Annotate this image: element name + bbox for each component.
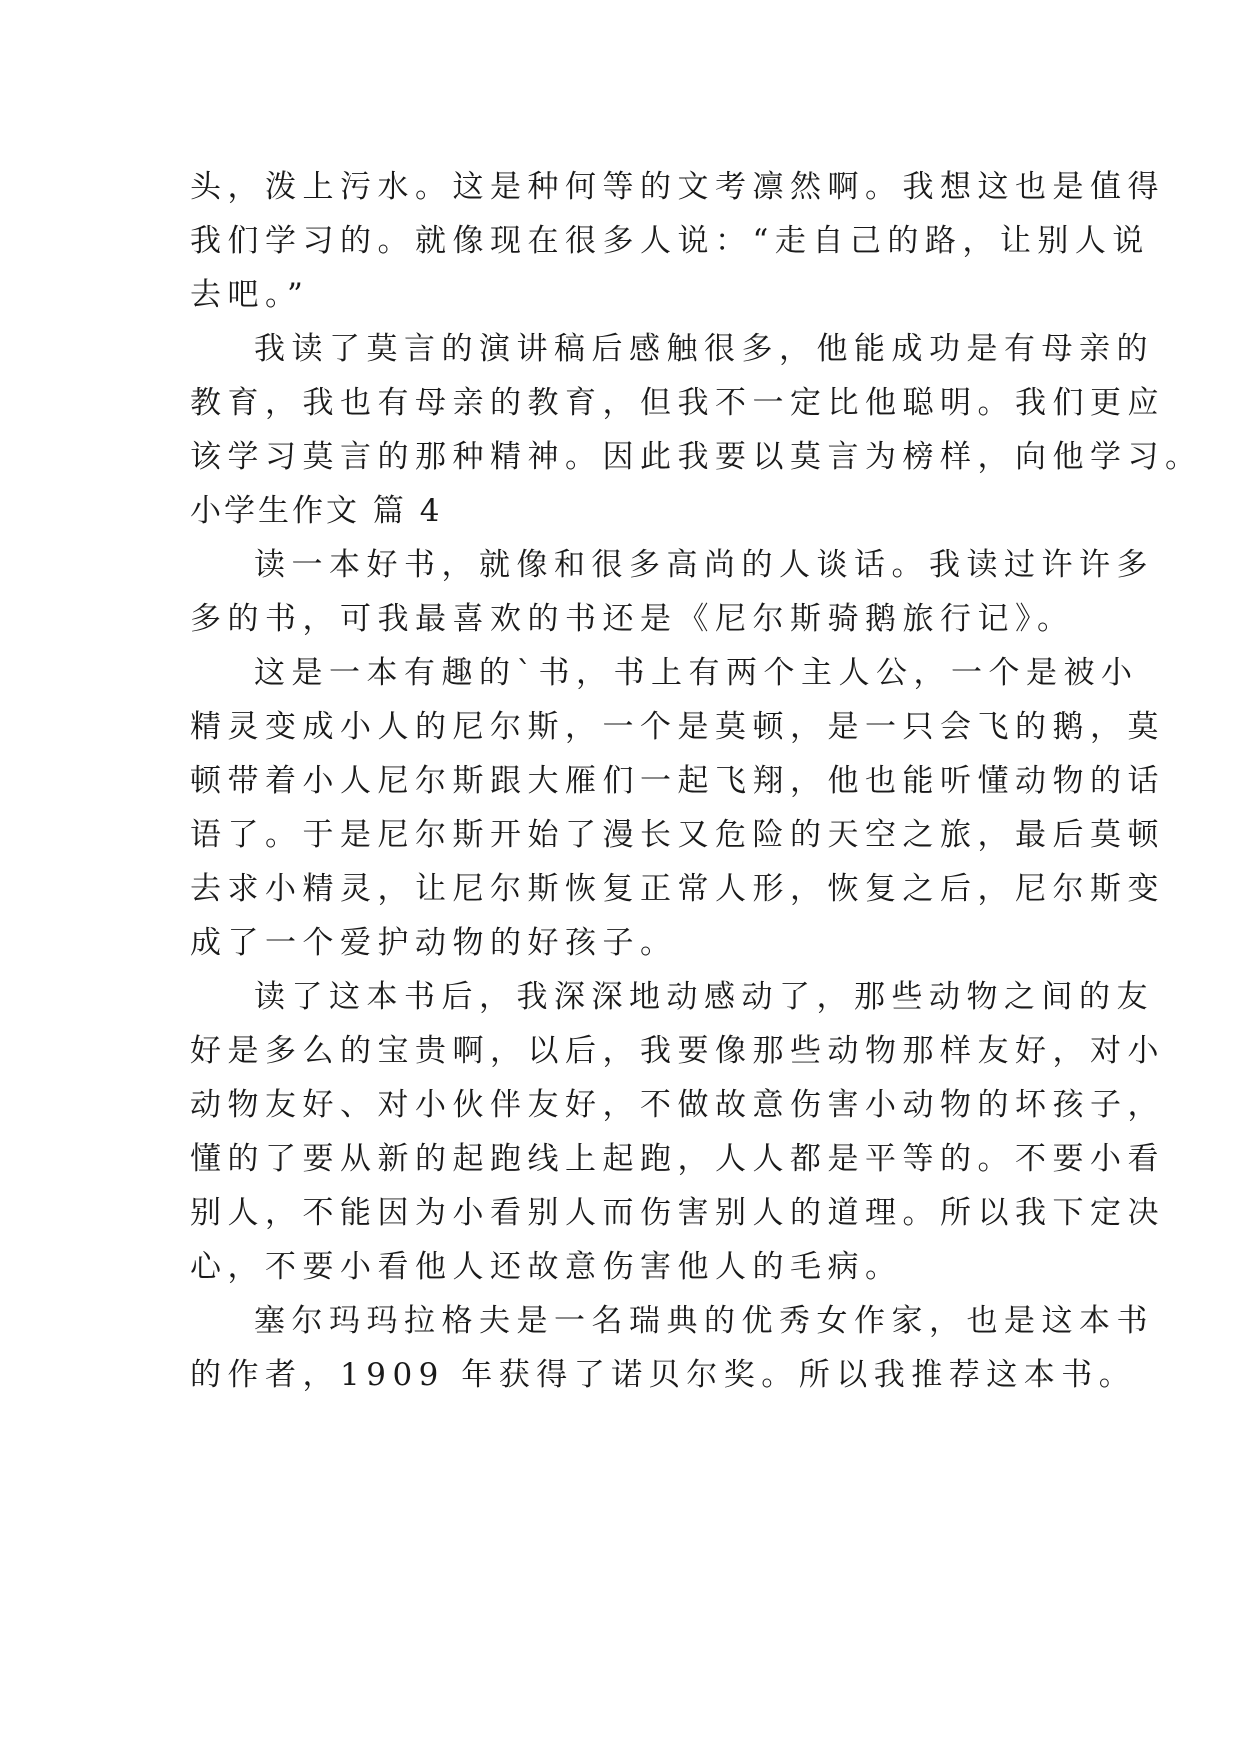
text-line: 头，泼上污水。这是种何等的文考凛然啊。我想这也是值得 (190, 169, 1165, 205)
text-line: 懂的了要从新的起跑线上起跑，人人都是平等的。不要小看 (190, 1141, 1165, 1177)
text-line: 读了这本书后，我深深地动感动了，那些动物之间的友 (254, 979, 1154, 1015)
text-line: 精灵变成小人的尼尔斯，一个是莫顿，是一只会飞的鹅，莫 (190, 709, 1165, 745)
text-line: 的作者，1909 年获得了诺贝尔奖。所以我推荐这本书。 (190, 1357, 1137, 1393)
text-line: 动物友好、对小伙伴友好，不做故意伤害小动物的坏孩子， (190, 1087, 1165, 1123)
document-body (190, 160, 1203, 1402)
text-line: 去吧。” (190, 277, 310, 313)
text-line: 我读了莫言的演讲稿后感触很多，他能成功是有母亲的 (254, 331, 1154, 367)
text-line: 该学习莫言的那种精神。因此我要以莫言为榜样，向他学习。 (190, 439, 1203, 475)
text-line: 成了一个爱护动物的好孩子。 (190, 925, 678, 961)
text-line: 心，不要小看他人还故意伤害他人的毛病。 (190, 1249, 903, 1285)
text-line: 我们学习的。就像现在很多人说：“走自己的路，让别人说 (190, 223, 1150, 259)
text-line: 多的书，可我最喜欢的书还是《尼尔斯骑鹅旅行记》。 (190, 601, 1075, 637)
text-line: 顿带着小人尼尔斯跟大雁们一起飞翔，他也能听懂动物的话 (190, 763, 1165, 799)
text-line: 塞尔玛玛拉格夫是一名瑞典的优秀女作家，也是这本书 (254, 1303, 1154, 1339)
text-line: 好是多么的宝贵啊，以后，我要像那些动物那样友好，对小 (190, 1033, 1165, 1069)
text-line: 这是一本有趣的`书，书上有两个主人公，一个是被小 (254, 655, 1139, 691)
text-line: 教育，我也有母亲的教育，但我不一定比他聪明。我们更应 (190, 385, 1165, 421)
text-line: 读一本好书，就像和很多高尚的人谈话。我读过许许多 (254, 547, 1154, 583)
text-line: 去求小精灵，让尼尔斯恢复正常人形，恢复之后，尼尔斯变 (190, 871, 1165, 907)
section-heading: 小学生作文 篇 4 (190, 493, 443, 529)
text-line: 语了。于是尼尔斯开始了漫长又危险的天空之旅，最后莫顿 (190, 817, 1165, 853)
text-line: 别人，不能因为小看别人而伤害别人的道理。所以我下定决 (190, 1195, 1165, 1231)
